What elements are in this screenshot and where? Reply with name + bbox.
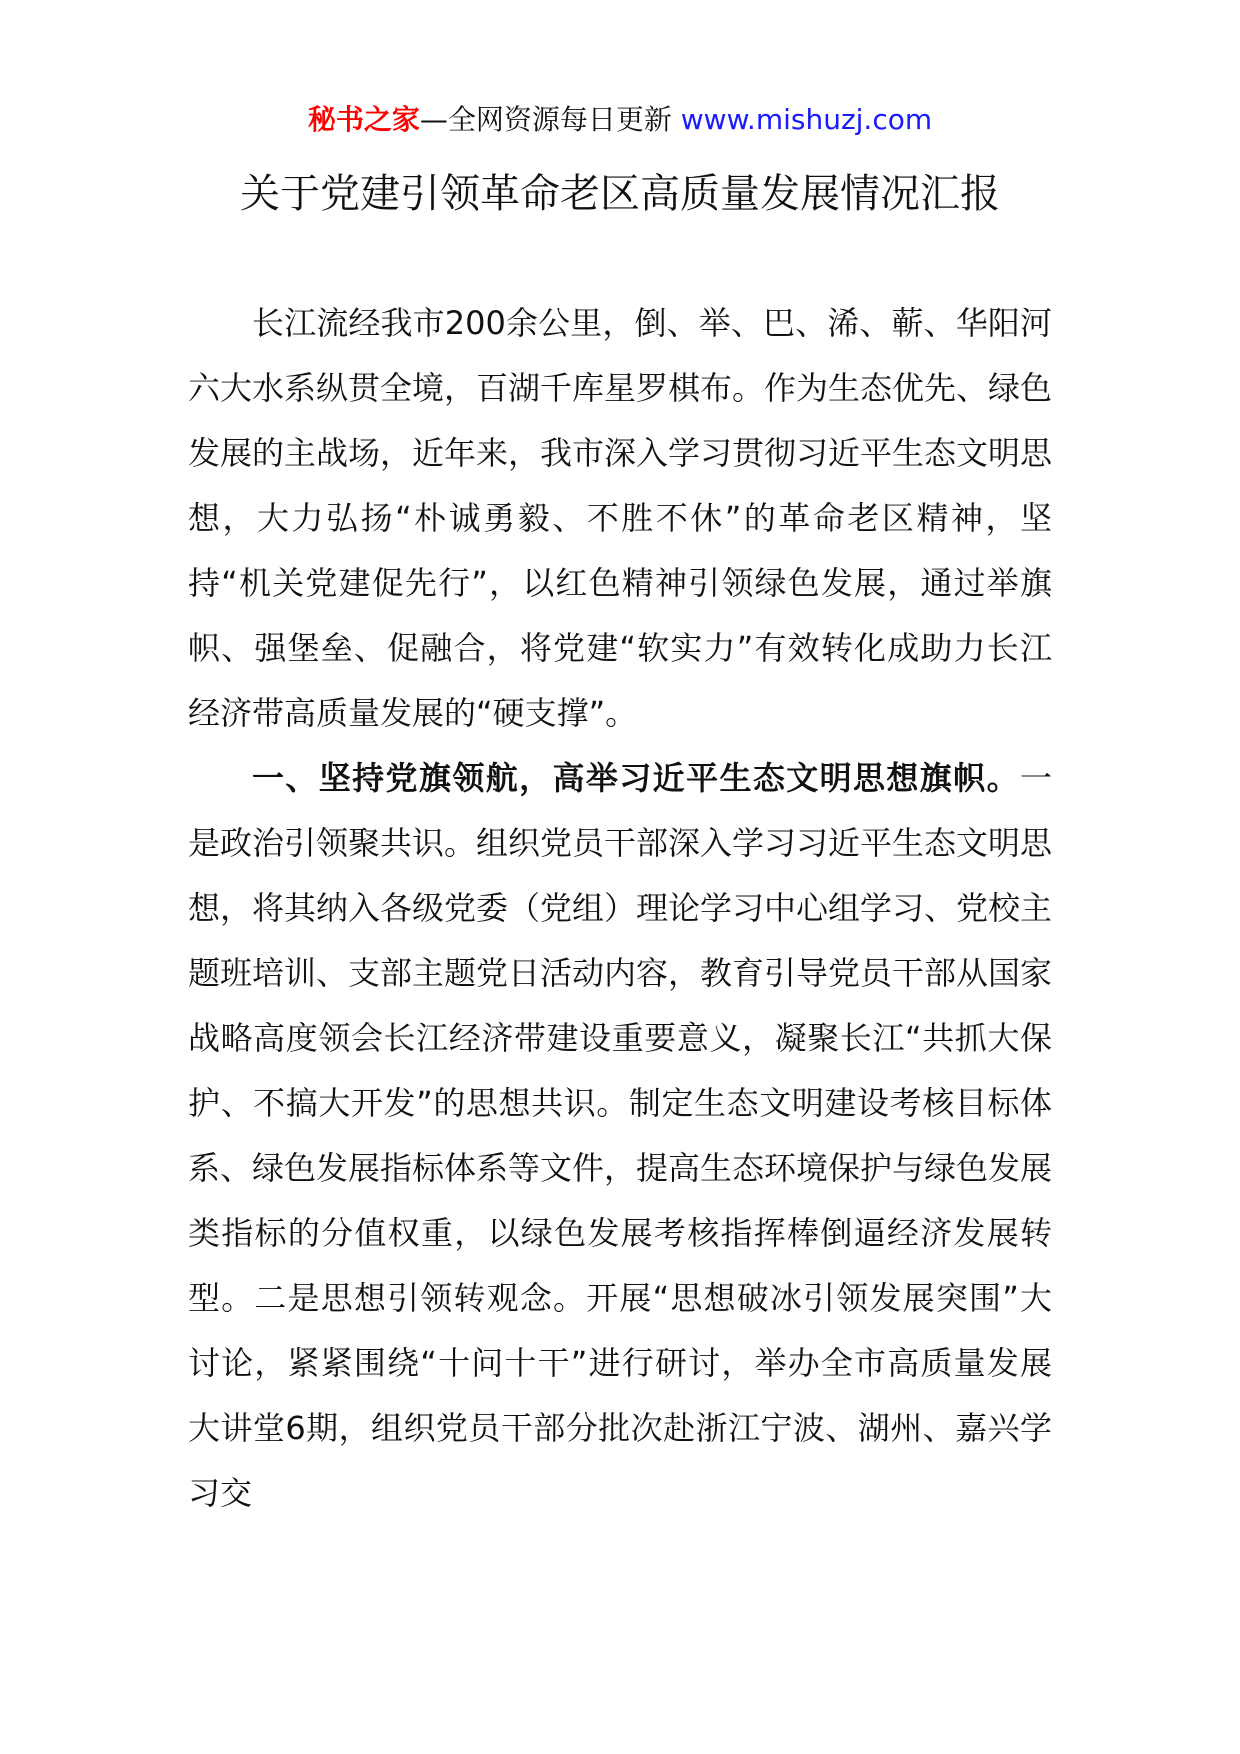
brand-name: 秘书之家 xyxy=(307,103,420,136)
site-banner xyxy=(0,100,1240,140)
site-url-link[interactable]: www.mishuzj.com xyxy=(680,103,933,136)
intro-paragraph: 长江流经我市200余公里，倒、举、巴、浠、蕲、华阳河六大水系纵贯全境，百湖千库星罗棋布。作为生态优先、绿色发展的主战场，近年来，我市深入学习贯彻习近平生态文明思想，大力弘扬“朴诚勇毅、不胜不休”的革命老区精神，坚持“机关党建促先行”，以红色精神引领绿色发展，通过举旗帜、强堡垒、促融合，将党建“软实力”有效转化成助力长江经济带高质量发展的“硬支撑”。 xyxy=(188,304,1053,732)
section-1-heading: 一、坚持党旗领航，高举习近平生态文明思想旗帜。 xyxy=(252,759,1020,797)
section-1-text: 一是政治引领聚共识。组织党员干部深入学习习近平生态文明思想，将其纳入各级党委（党组）理论学习中心组学习、党校主题班培训、支部主题党日活动内容，教育引导党员干部从国家战略高度领会长江经济带建设重要意义，凝聚长江“共抓大保护、不搞大开发”的思想共识。制定生态文明建设考核目标体系、绿色发展指标体系等文件，提高生态环境保护与绿色发展类指标的分值权重，以绿色发展考核指挥棒倒逼经济发展转型。二是思想引领转观念。开展“思想破冰引领发展突围”大讨论，紧紧围绕“十问十干”进行研讨，举办全市高质量发展大讲堂6期，组织党员干部分批次赴浙江宁波、湖州、嘉兴学习交 xyxy=(188,759,1053,1512)
banner-tagline: —全网资源每日更新 xyxy=(419,103,681,136)
section-1-paragraph xyxy=(188,746,1052,1526)
document-body xyxy=(188,291,1052,1526)
document-title: 关于党建引领革命老区高质量发展情况汇报 xyxy=(240,171,1000,217)
